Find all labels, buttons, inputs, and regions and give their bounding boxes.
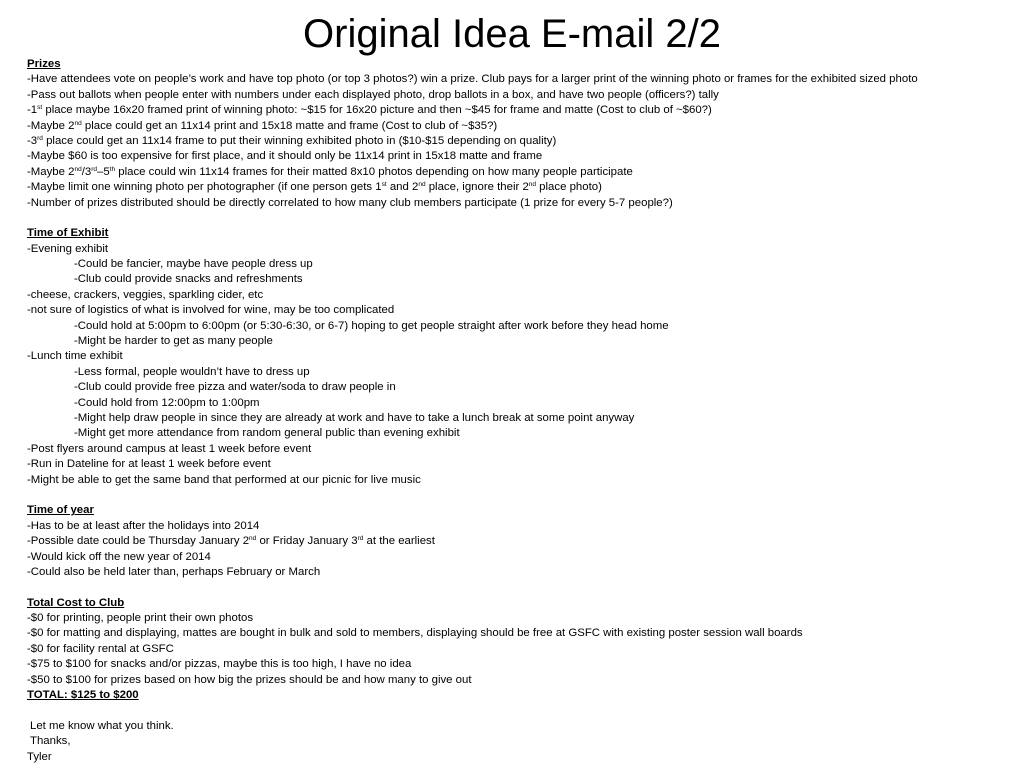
cost-total: TOTAL: $125 to $200 <box>27 689 139 702</box>
prizes-line: -Maybe $60 is too expensive for first place, and it should only be 11x14 print in 15x18 matte and frame <box>27 150 543 163</box>
ordinal-suffix: rd <box>357 535 364 543</box>
text-run: -Possible date could be Thursday January 2 <box>27 535 250 548</box>
text-run: -Maybe 2 <box>27 119 75 132</box>
year-line: -Could also be held later than, perhaps February or March <box>27 565 321 578</box>
text-run: –5 <box>97 165 110 178</box>
ordinal-suffix: rd <box>91 165 97 173</box>
text-run: /3 <box>81 165 92 178</box>
text-run: and 2 <box>386 181 419 194</box>
text-run: place could get an 11x14 print and 15x18 matte and frame (Cost to club of ~$35?) <box>81 119 498 132</box>
prizes-line <box>27 165 1017 180</box>
cost-line: -$0 for printing, people print their own photos <box>27 612 254 625</box>
section-heading-year: Time of year <box>27 504 94 517</box>
blank-line <box>27 580 1017 595</box>
ordinal-suffix: th <box>109 165 116 173</box>
exhibit-line: -Run in Dateline for at least 1 week before event <box>27 458 271 471</box>
text-run: place photo) <box>536 181 602 194</box>
cost-line: -$0 for matting and displaying, mattes are bought in bulk and sold to members, displaying should be free at GSFC with existing poster session wall boards <box>27 627 803 640</box>
exhibit-subline: -Might help draw people in since they are already at work and have to take a lunch break at some point anyway <box>74 411 635 424</box>
prizes-line <box>27 180 1017 195</box>
ordinal-suffix: st <box>37 104 43 112</box>
text-run: place, ignore their 2 <box>425 181 529 194</box>
cost-line: -$0 for facility rental at GSFC <box>27 642 174 655</box>
exhibit-subline: -Might be harder to get as many people <box>74 335 273 348</box>
exhibit-line: -Evening exhibit <box>27 242 109 255</box>
closing-line: Let me know what you think. <box>30 719 174 732</box>
blank-line <box>27 703 1017 718</box>
ordinal-suffix: nd <box>74 119 82 127</box>
ordinal-suffix: nd <box>74 165 82 173</box>
section-heading-prizes: Prizes <box>27 58 61 70</box>
section-heading-cost: Total Cost to Club <box>27 596 125 609</box>
prizes-line: -Number of prizes distributed should be directly correlated to how many club members participate (1 prize for every 5-7 people?) <box>27 196 673 209</box>
text-run: place could get an 11x14 frame to put their winning exhibited photo in ($10-$15 depending on quality) <box>42 134 557 147</box>
exhibit-subline: -Less formal, people wouldn’t have to dress up <box>74 365 310 378</box>
exhibit-subline: -Might get more attendance from random general public than evening exhibit <box>74 427 460 440</box>
text-run: -Maybe 2 <box>27 165 75 178</box>
ordinal-suffix: nd <box>528 181 537 189</box>
text-run: or Friday January 3 <box>256 535 358 548</box>
exhibit-subline: -Could hold from 12:00pm to 1:00pm <box>74 396 260 409</box>
year-line <box>27 534 1017 549</box>
prizes-line <box>27 134 1017 149</box>
exhibit-subline: -Club could provide snacks and refreshments <box>74 273 303 286</box>
exhibit-line: -cheese, crackers, veggies, sparkling cider, etc <box>27 288 264 301</box>
blank-line <box>27 488 1017 503</box>
section-heading-exhibit: Time of Exhibit <box>27 227 109 240</box>
text-run: place maybe 16x20 framed print of winning photo: ~$15 for 16x20 picture and then ~$45 for frame and matte (Cost to club of ~$60?) <box>42 104 712 117</box>
prizes-line: -Have attendees vote on people’s work and have top photo (or top 3 photos?) win a prize. Club pays for a larger print of the winning photo or frames for the exhibited sized photo <box>27 73 918 86</box>
exhibit-line: -Lunch time exhibit <box>27 350 123 363</box>
text-run: -1 <box>27 104 38 117</box>
exhibit-line: -not sure of logistics of what is involved for wine, may be too complicated <box>27 304 395 317</box>
year-line: -Would kick off the new year of 2014 <box>27 550 211 563</box>
ordinal-suffix: nd <box>418 181 426 189</box>
exhibit-subline: -Club could provide free pizza and water/soda to draw people in <box>74 381 396 394</box>
ordinal-suffix: rd <box>37 134 43 142</box>
exhibit-subline: -Could be fancier, maybe have people dress up <box>74 258 313 271</box>
text-run: -Maybe limit one winning photo per photographer (if one person gets 1 <box>27 181 382 194</box>
prizes-line <box>27 103 1017 118</box>
slide-title: Original Idea E-mail 2/2 <box>303 12 721 56</box>
exhibit-line: -Post flyers around campus at least 1 week before event <box>27 442 312 455</box>
signature: Tyler <box>27 750 52 763</box>
text-run: -3 <box>27 134 38 147</box>
year-line: -Has to be at least after the holidays into 2014 <box>27 519 260 532</box>
cost-line: -$75 to $100 for snacks and/or pizzas, maybe this is too high, I have no idea <box>27 658 412 671</box>
email-body <box>27 57 1017 765</box>
exhibit-subline: -Could hold at 5:00pm to 6:00pm (or 5:30-6:30, or 6-7) hoping to get people straight after work before they head home <box>74 319 669 332</box>
prizes-line <box>27 119 1017 134</box>
text-run: place could win 11x14 frames for their matted 8x10 photos depending on how many people participate <box>115 165 633 178</box>
cost-line: -$50 to $100 for prizes based on how big the prizes should be and how many to give out <box>27 673 472 686</box>
blank-line <box>27 211 1017 226</box>
closing-line: Thanks, <box>30 735 71 748</box>
ordinal-suffix: st <box>381 181 387 189</box>
ordinal-suffix: nd <box>249 535 257 543</box>
exhibit-line: -Might be able to get the same band that performed at our picnic for live music <box>27 473 421 486</box>
prizes-line: -Pass out ballots when people enter with numbers under each displayed photo, drop ballots in a box, and have two people (officers?) tally <box>27 88 719 101</box>
text-run: at the earliest <box>363 535 435 548</box>
